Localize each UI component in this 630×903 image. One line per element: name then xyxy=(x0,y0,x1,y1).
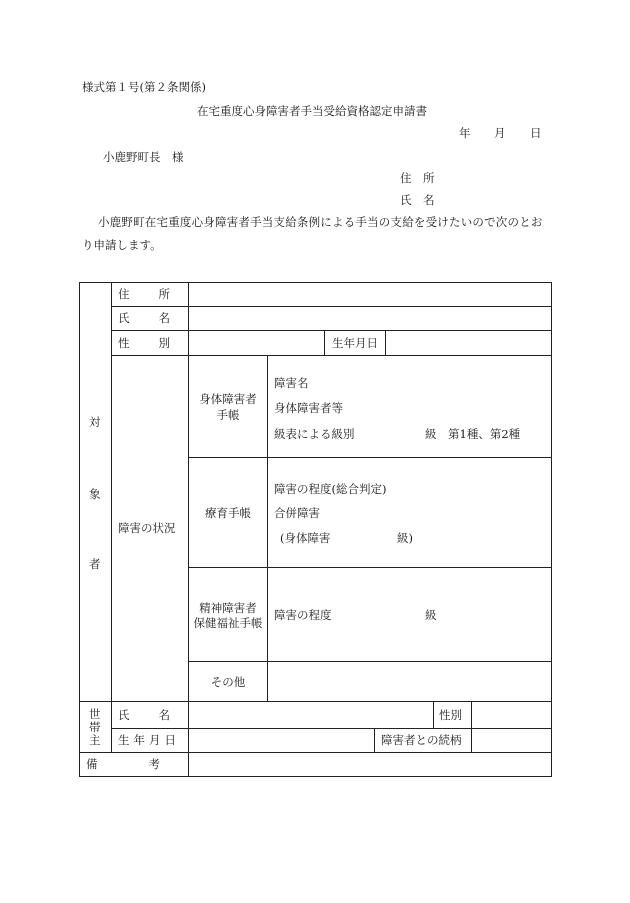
householder-char-3: 主 xyxy=(89,733,101,747)
subject-char-1: 対 xyxy=(89,415,101,429)
date-day: 日 xyxy=(530,126,542,140)
sex-field[interactable] xyxy=(190,332,322,352)
address-label: 住 所 xyxy=(118,287,172,301)
physical-line3b: 級 第1種、第2種 xyxy=(425,427,521,441)
address-field[interactable] xyxy=(190,284,548,304)
applicant-name-label: 氏 名 xyxy=(400,193,435,207)
householder-name-field[interactable] xyxy=(190,703,431,726)
other-label: その他 xyxy=(210,675,246,689)
rehab-line1: 障害の程度(総合判定) xyxy=(274,482,387,496)
householder-relation-field[interactable] xyxy=(473,730,549,750)
remarks-label: 備 考 xyxy=(86,757,161,771)
householder-name-label: 氏 名 xyxy=(118,708,172,722)
application-body-line2: り申請します。 xyxy=(82,238,162,252)
householder-relation-label: 障害者との続柄 xyxy=(381,733,462,747)
subject-char-2: 象 xyxy=(89,487,101,501)
rehab-handbook-label: 療育手帳 xyxy=(205,506,251,520)
householder-sex-label: 性別 xyxy=(439,708,462,722)
subject-char-3: 者 xyxy=(89,557,101,571)
applicant-address-label: 住 所 xyxy=(400,171,435,185)
remarks-field[interactable] xyxy=(190,754,548,774)
householder-char-2: 帯 xyxy=(89,720,101,734)
householder-dob-label: 生年月日 xyxy=(118,733,180,747)
sex-label: 性 別 xyxy=(118,336,172,350)
physical-handbook-label-1: 身体障害者 xyxy=(199,392,257,406)
date-month: 月 xyxy=(494,126,506,140)
form-number: 様式第１号(第２条関係) xyxy=(82,80,206,94)
mental-line1a: 障害の程度 xyxy=(274,608,332,622)
rehab-line3a: (身体障害 xyxy=(280,531,331,545)
rehab-line3b: 級) xyxy=(397,531,413,545)
form-title: 在宅重度心身障害者手当受給資格認定申請書 xyxy=(197,104,427,118)
physical-line3a: 級表による級別 xyxy=(274,427,355,441)
physical-line2: 身体障害者等 xyxy=(274,401,343,415)
physical-line1: 障害名 xyxy=(274,376,309,390)
dob-field[interactable] xyxy=(387,332,549,352)
disability-status-label: 障害の状況 xyxy=(118,521,176,535)
physical-handbook-label-2: 手帳 xyxy=(216,408,240,422)
householder-dob-field[interactable] xyxy=(190,730,372,750)
addressee: 小鹿野町長 様 xyxy=(103,150,184,164)
name-field[interactable] xyxy=(190,308,548,328)
householder-sex-field[interactable] xyxy=(473,703,549,726)
mental-handbook-label-2: 保健福祉手帳 xyxy=(193,616,263,630)
mental-line1b: 級 xyxy=(425,608,437,622)
rehab-line2: 合併障害 xyxy=(274,506,320,520)
other-field[interactable] xyxy=(269,663,549,699)
name-label: 氏 名 xyxy=(118,311,172,325)
householder-char-1: 世 xyxy=(89,707,101,721)
date-year: 年 xyxy=(459,126,471,140)
dob-label: 生年月日 xyxy=(332,336,378,350)
application-body-line1: 小鹿野町在宅重度心身障害者手当支給条例による手当の支給を受けたいので次のとお xyxy=(98,215,543,229)
mental-handbook-label-1: 精神障害者 xyxy=(199,601,257,615)
